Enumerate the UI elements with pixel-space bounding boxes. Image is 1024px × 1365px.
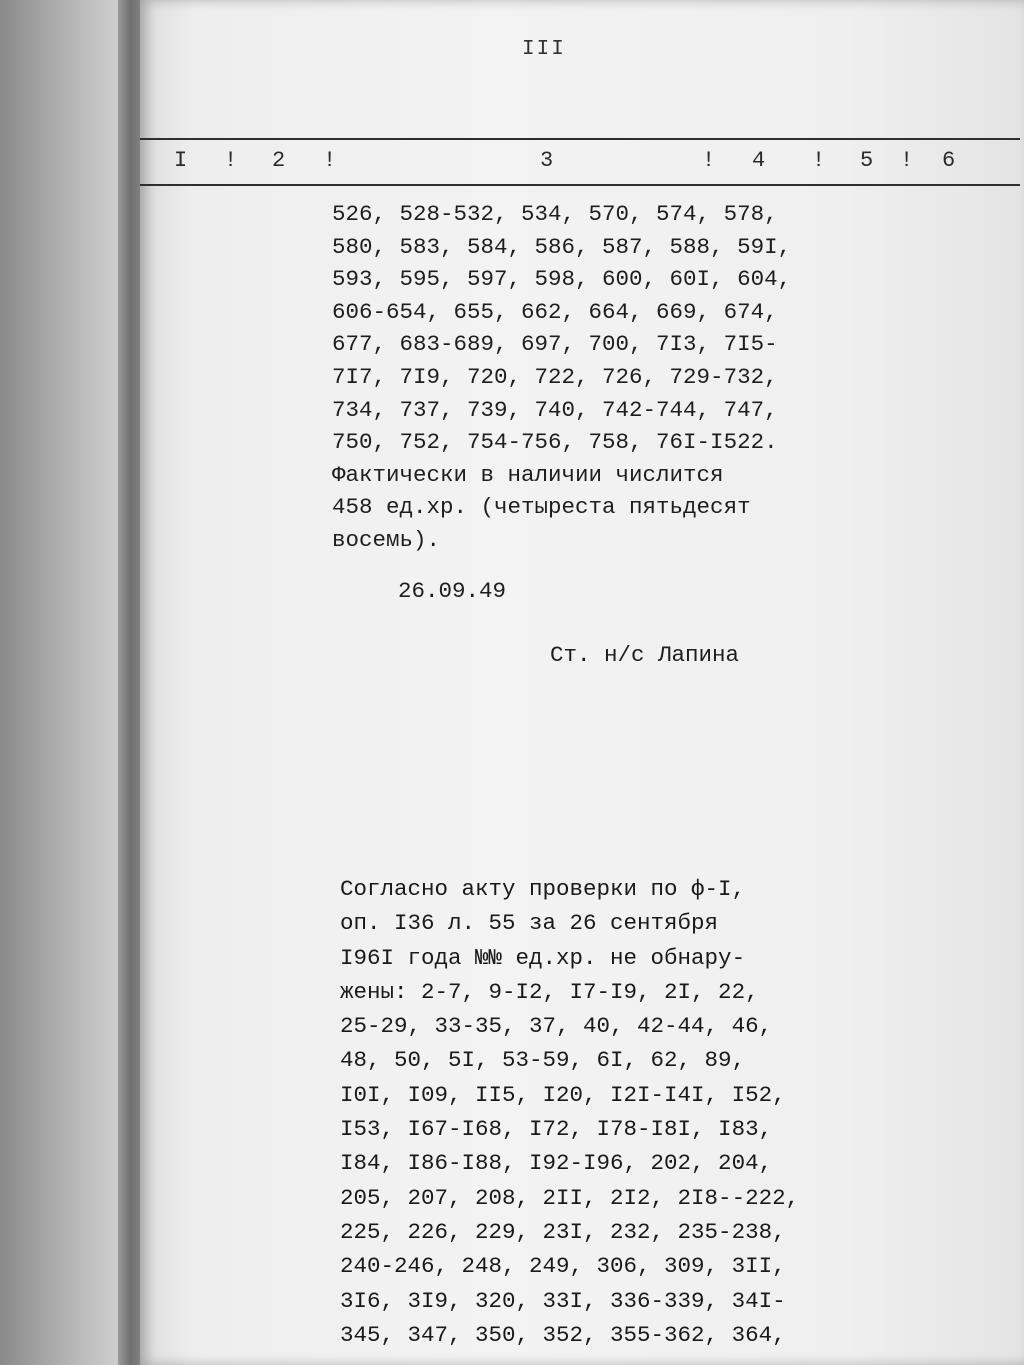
header-rule-bottom <box>140 184 1020 186</box>
act-line: 3I6, 3I9, 320, 33I, 336-339, 34I- <box>340 1287 786 1314</box>
signature-line: Ст. н/с Лапина <box>550 642 740 668</box>
act-line: 240-246, 248, 249, 306, 309, 3II, <box>340 1253 786 1280</box>
column-header-1: I <box>174 148 188 173</box>
column-separator: ! <box>323 148 337 173</box>
act-line: 225, 226, 229, 23I, 232, 235-238, <box>340 1218 786 1245</box>
missing-items-list <box>332 198 802 557</box>
column-separator: ! <box>900 148 914 173</box>
page-number: III <box>522 38 566 61</box>
act-line: жены: 2-7, 9-I2, I7-I9, 2I, 22, <box>340 978 759 1005</box>
document-page <box>140 0 1024 1365</box>
fact-line: восемь). <box>332 526 441 553</box>
act-line: 345, 347, 350, 352, 355-362, 364, <box>340 1321 786 1348</box>
fact-line: 458 ед.хр. (четыреста пятьдесят <box>332 494 751 521</box>
list-line: 593, 595, 597, 598, 600, 60I, 604, <box>332 266 792 293</box>
act-line: 25-29, 33-35, 37, 40, 42-44, 46, <box>340 1013 773 1040</box>
list-line: 677, 683-689, 697, 700, 7I3, 7I5- <box>332 331 778 358</box>
header-rule-top <box>140 138 1020 140</box>
column-header-4: 4 <box>752 148 766 173</box>
act-line: оп. I36 л. 55 за 26 сентября <box>340 910 719 937</box>
act-line: 205, 207, 208, 2II, 2I2, 2I8--222, <box>340 1184 800 1211</box>
list-line: 750, 752, 754-756, 758, 76I-I522. <box>332 429 778 456</box>
column-header-2: 2 <box>272 148 286 173</box>
act-line: Согласно акту проверки по ф-I, <box>340 876 746 902</box>
column-separator: ! <box>702 148 716 173</box>
column-header-5: 5 <box>860 148 874 173</box>
fact-line: Фактически в наличии числится <box>332 461 724 488</box>
act-line: I53, I67-I68, I72, I78-I8I, I83, <box>340 1116 773 1143</box>
column-separator: ! <box>812 148 826 173</box>
list-line: 734, 737, 739, 740, 742-744, 747, <box>332 396 778 423</box>
inspection-act-text <box>340 872 900 1352</box>
column-separator: ! <box>224 148 238 173</box>
column-header-3: 3 <box>540 148 554 173</box>
list-line: 7I7, 7I9, 720, 722, 726, 729-732, <box>332 363 778 390</box>
act-line: I84, I86-I88, I92-I96, 202, 204, <box>340 1150 773 1177</box>
list-line: 580, 583, 584, 586, 587, 588, 59I, <box>332 233 792 260</box>
list-line: 606-654, 655, 662, 664, 669, 674, <box>332 298 778 325</box>
record-date: 26.09.49 <box>398 578 507 604</box>
column-header-6: 6 <box>942 148 956 173</box>
act-line: I0I, I09, II5, I20, I2I-I4I, I52, <box>340 1081 786 1108</box>
act-line: I96I года №№ ед.хр. не обнару- <box>340 944 746 971</box>
list-line: 526, 528-532, 534, 570, 574, 578, <box>332 201 778 227</box>
act-line: 48, 50, 5I, 53-59, 6I, 62, 89, <box>340 1047 746 1074</box>
